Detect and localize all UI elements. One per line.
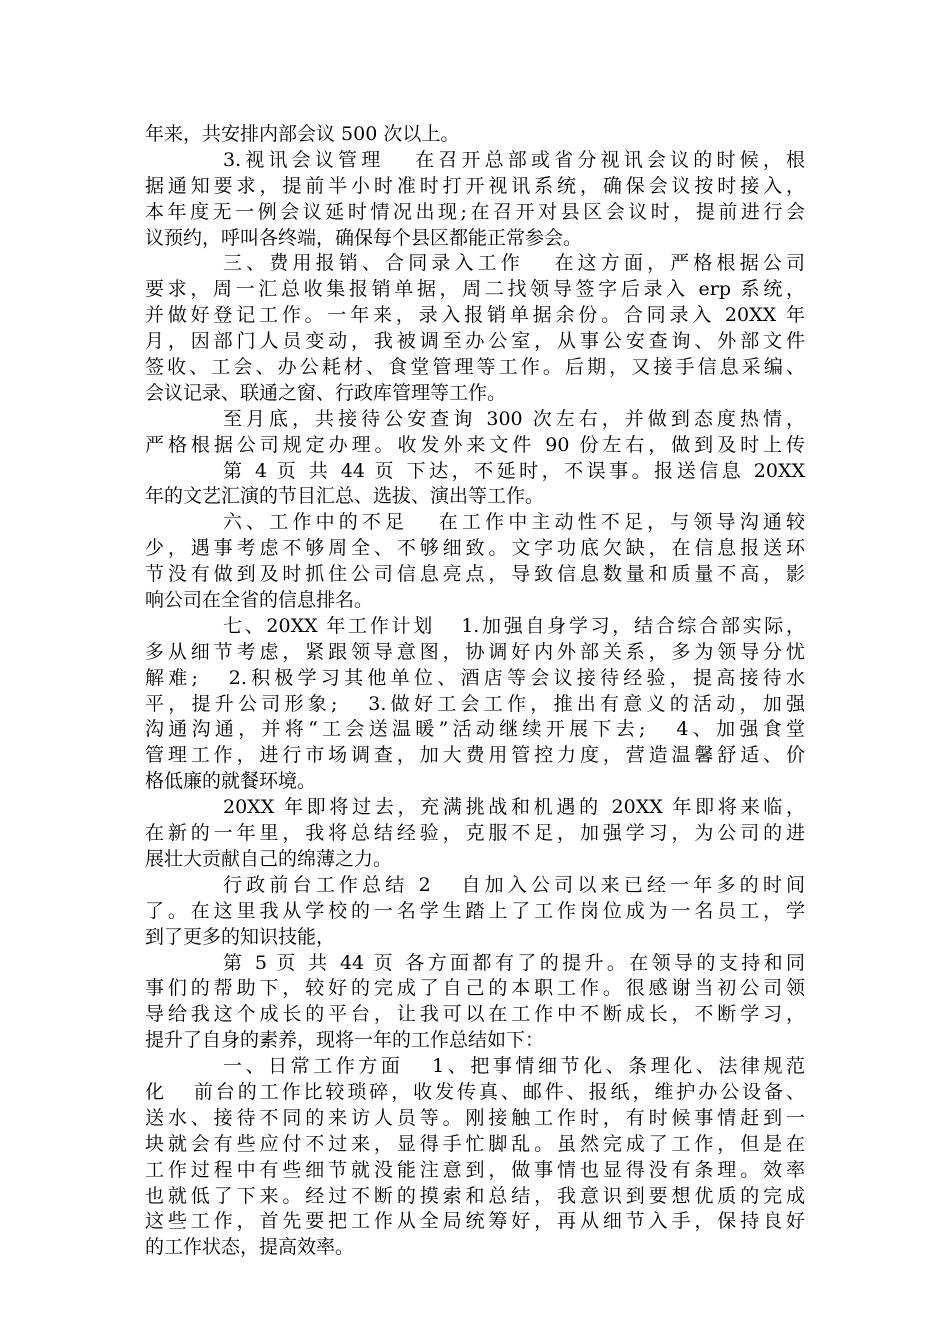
text-line: 20XX 年即将过去，充满挑战和机遇的 20XX 年即将来临， [223, 796, 805, 819]
text-line: 块就会有些应付不过来，显得手忙脚乱。虽然完成了工作，但是在 [145, 1132, 805, 1155]
text-line: 本年度无一例会议延时情况出现;在召开对县区会议时，提前进行会 [145, 200, 805, 223]
text-line: 节没有做到及时抓住公司信息亮点，导致信息数量和质量不高，影 [145, 563, 805, 586]
text-line: 导给我这个成长的平台，让我可以在工作中不断成长，不断学习， [145, 1003, 805, 1026]
text-line: 要求，周一汇总收集报销单据，周二找领导签字后录入 erp 系统， [145, 278, 805, 301]
text-line: 会议记录、联通之窗、行政库管理等工作。 [145, 381, 507, 404]
text-line: 了。在这里我从学校的一名学生踏上了工作岗位成为一名员工，学 [145, 899, 805, 922]
text-line: 提升了自身的素养，现将一年的工作总结如下： [145, 1029, 545, 1052]
text-line: 响公司在全省的信息排名。 [145, 589, 374, 612]
text-line: 一、日常工作方面 1、把事情细节化、条理化、法律规范 [223, 1055, 805, 1078]
text-line: 年的文艺汇演的节目汇总、选拔、演出等工作。 [145, 485, 545, 508]
text-line: 化 前台的工作比较琐碎，收发传真、邮件、报纸，维护办公设备、 [145, 1080, 805, 1103]
text-line: 这些工作，首先要把工作从全局统筹好，再从细节入手，保持良好 [145, 1210, 805, 1233]
text-line: 多从细节考虑，紧跟领导意图，协调好内外部关系，多为领导分忧 [145, 640, 805, 663]
text-line: 工作过程中有些细节就没能注意到，做事情也显得没有条理。效率 [145, 1158, 805, 1181]
text-line: 事们的帮助下，较好的完成了自己的本职工作。很感谢当初公司领 [145, 977, 805, 1000]
text-line: 的工作状态，提高效率。 [145, 1236, 355, 1259]
text-line: 在新的一年里，我将总结经验，克服不足，加强学习，为公司的进 [145, 822, 805, 845]
text-line: 解难; 2.积极学习其他单位、酒店等会议接待经验，提高接待水 [145, 666, 805, 689]
document-page [145, 122, 805, 1261]
text-line: 送水、接待不同的来访人员等。刚接触工作时，有时候事情赶到一 [145, 1106, 805, 1129]
text-line: 沟通沟通，并将“工会送温暖”活动继续开展下去; 4、加强食堂 [145, 718, 805, 741]
text-line: 年来，共安排内部会议 500 次以上。 [145, 123, 460, 145]
text-line: 七、20XX 年工作计划 1.加强自身学习，结合综合部实际， [223, 614, 805, 637]
text-line: 格低廉的就餐环境。 [145, 770, 317, 793]
text-line: 月，因部门人员变动，我被调至办公室，从事公安查询、外部文件 [145, 330, 805, 353]
text-line: 签收、工会、办公耗材、食堂管理等工作。后期，又接手信息采编、 [145, 356, 805, 379]
text-line: 管理工作，进行市场调查，加大费用管控力度，营造温馨舒适、价 [145, 744, 805, 767]
text-line: 行政前台工作总结 2 自加入公司以来已经一年多的时间 [223, 873, 805, 896]
text-line: 3.视讯会议管理 在召开总部或省分视讯会议的时候，根 [223, 148, 805, 171]
text-line: 展壮大贡献自己的绵薄之力。 [145, 847, 393, 870]
text-line: 也就低了下来。经过不断的摸索和总结，我意识到要想优质的完成 [145, 1184, 805, 1207]
text-line: 少，遇事考虑不够周全、不够细致。文字功底欠缺，在信息报送环 [145, 537, 805, 560]
text-line: 至月底，共接待公安查询 300 次左右，并做到态度热情， [223, 407, 805, 430]
text-line: 并做好登记工作。一年来，录入报销单据余份。合同录入 20XX 年 [145, 304, 805, 327]
text-line: 据通知要求，提前半小时准时打开视讯系统，确保会议按时接入， [145, 174, 805, 197]
text-line: 严格根据公司规定办理。收发外来文件 90 份左右，做到及时上传 [145, 433, 805, 456]
text-line: 议预约，呼叫各终端，确保每个县区都能正常参会。 [145, 226, 583, 249]
text-line: 第 4 页 共 44 页 下达，不延时，不误事。报送信息 20XX [223, 459, 805, 482]
text-line: 平，提升公司形象; 3.做好工会工作，推出有意义的活动，加强 [145, 692, 805, 715]
text-line: 六、工作中的不足 在工作中主动性不足，与领导沟通较 [223, 511, 805, 534]
text-line: 第 5 页 共 44 页 各方面都有了的提升。在领导的支持和同 [223, 951, 805, 974]
text-line: 三、费用报销、合同录入工作 在这方面，严格根据公司 [223, 252, 805, 275]
text-line: 到了更多的知识技能， [145, 925, 336, 948]
